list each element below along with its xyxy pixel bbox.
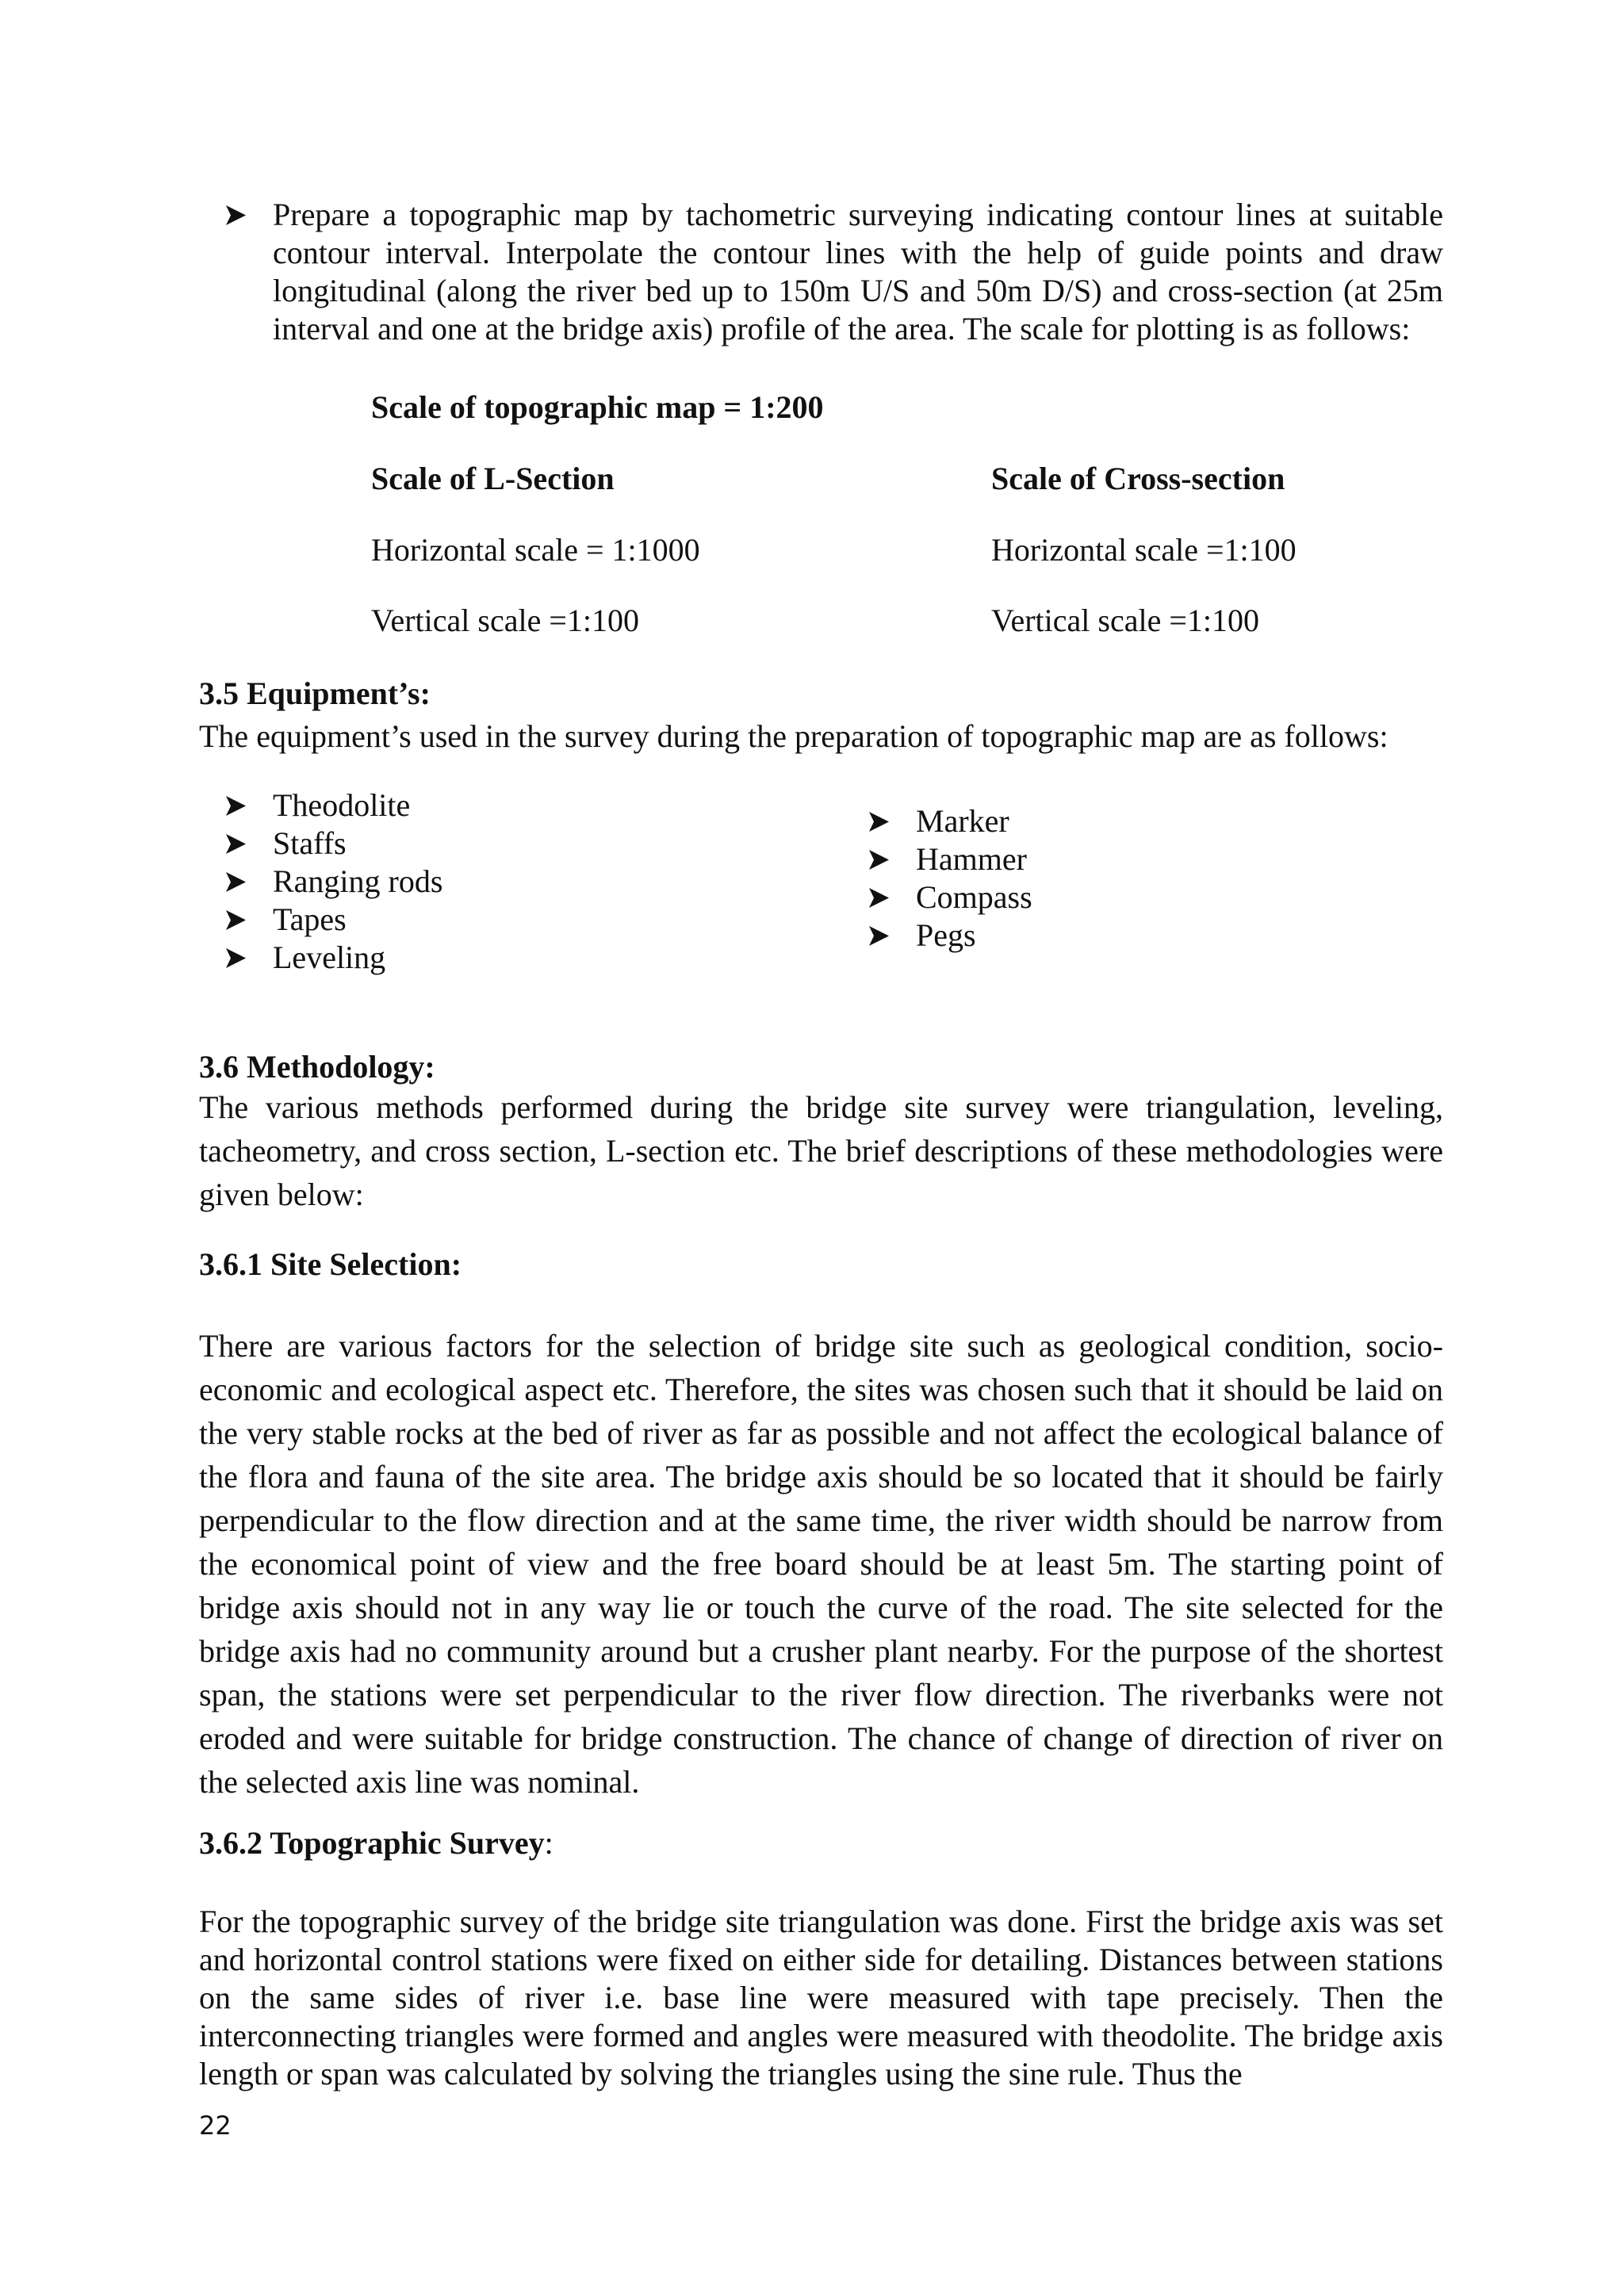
equipment-item: Theodolite xyxy=(273,787,411,823)
equipment-intro: The equipment’s used in the survey during the preparation of topographic map are as follows: xyxy=(199,718,1388,754)
equipment-item: Leveling xyxy=(273,939,386,975)
arrowhead-bullet-icon xyxy=(868,849,890,871)
list-item xyxy=(225,863,701,904)
arrowhead-bullet-icon xyxy=(225,871,247,893)
methodology-heading: 3.6 Methodology: xyxy=(199,1049,435,1085)
cross-section-scale-heading: Scale of Cross-section xyxy=(991,461,1285,496)
arrowhead-bullet-icon xyxy=(868,811,890,832)
list-item xyxy=(225,787,701,828)
list-item xyxy=(225,939,701,980)
arrowhead-bullet-icon xyxy=(225,795,247,817)
l-section-horizontal-scale: Horizontal scale = 1:1000 xyxy=(371,532,700,568)
equipment-item: Tapes xyxy=(273,901,347,937)
arrowhead-bullet-icon xyxy=(868,925,890,947)
list-item xyxy=(868,803,1344,844)
topographic-survey-paragraph: For the topographic survey of the bridge site triangulation was done. First the bridge axis was set and horizontal control stations were fixed on either side for detailing. Distances between stations on the same sides of river i.e. base line were measured with tape precisely. Then the interconnecting triangles were formed and angles were measured with theodolite. The bridge axis length or span was calculated by solving the triangles using the sine rule. Thus the xyxy=(199,1904,1443,2091)
topographic-survey-heading xyxy=(199,1827,553,1859)
list-item xyxy=(868,879,1344,920)
equipment-heading: 3.5 Equipment’s: xyxy=(199,675,431,711)
list-item xyxy=(868,917,1344,958)
equipment-item: Staffs xyxy=(273,825,347,861)
page-number: 22 xyxy=(199,2110,232,2141)
l-section-vertical-scale: Vertical scale =1:100 xyxy=(371,603,639,638)
list-item xyxy=(225,901,701,942)
topographic-map-instruction: Prepare a topographic map by tachometric surveying indicating contour lines at suitable contour interval. Interpolate the contour lines with the help of guide points and draw longitudinal (along the river bed up to 150m U/S and 50m D/S) and cross-section (at 25m interval and one at the bridge axis) profile of the area. The scale for plotting is as follows: xyxy=(273,197,1443,346)
site-selection-heading: 3.6.1 Site Selection: xyxy=(199,1246,462,1282)
equipment-item: Marker xyxy=(916,803,1009,839)
arrowhead-bullet-icon xyxy=(868,887,890,909)
arrowhead-bullet-icon xyxy=(225,833,247,855)
topographic-map-scale: Scale of topographic map = 1:200 xyxy=(371,389,824,425)
list-item xyxy=(868,841,1344,882)
equipment-item: Compass xyxy=(916,879,1032,915)
cross-section-horizontal-scale: Horizontal scale =1:100 xyxy=(991,532,1297,568)
topographic-survey-heading-colon: : xyxy=(544,1825,553,1861)
arrowhead-bullet-icon xyxy=(225,205,247,226)
arrowhead-bullet-icon xyxy=(225,947,247,969)
cross-section-vertical-scale: Vertical scale =1:100 xyxy=(991,603,1259,638)
list-item xyxy=(225,825,701,866)
equipment-item: Pegs xyxy=(916,917,976,953)
methodology-paragraph: The various methods performed during the bridge site survey were triangulation, leveling, tacheometry, and cross section, L-section etc. The brief descriptions of these methodologies were given below: xyxy=(199,1089,1443,1212)
equipment-item: Ranging rods xyxy=(273,863,443,899)
arrowhead-bullet-icon xyxy=(225,909,247,931)
topographic-survey-heading-text: 3.6.2 Topographic Survey xyxy=(199,1825,545,1861)
equipment-item: Hammer xyxy=(916,841,1027,877)
site-selection-paragraph: There are various factors for the selection of bridge site such as geological condition, socio-economic and ecological aspect etc. Therefore, the sites was chosen such that it should be laid on the very stable rocks at the bed of river as far as possible and not affect the ecological balance of the flora and fauna of the site area. The bridge axis should be so located that it should be fairly perpendicular to the flow direction and at the same time, the river width should be narrow from the economical point of view and the free board should be at least 5m. The starting point of bridge axis should not in any way lie or touch the curve of the road. The site selected for the bridge axis had no community around but a crusher plant nearby. For the purpose of the shortest span, the stations were set perpendicular to the river flow direction. The riverbanks were not eroded and were suitable for bridge construction. The chance of change of direction of river on the selected axis line was nominal. xyxy=(199,1328,1443,1800)
l-section-scale-heading: Scale of L-Section xyxy=(371,461,615,496)
